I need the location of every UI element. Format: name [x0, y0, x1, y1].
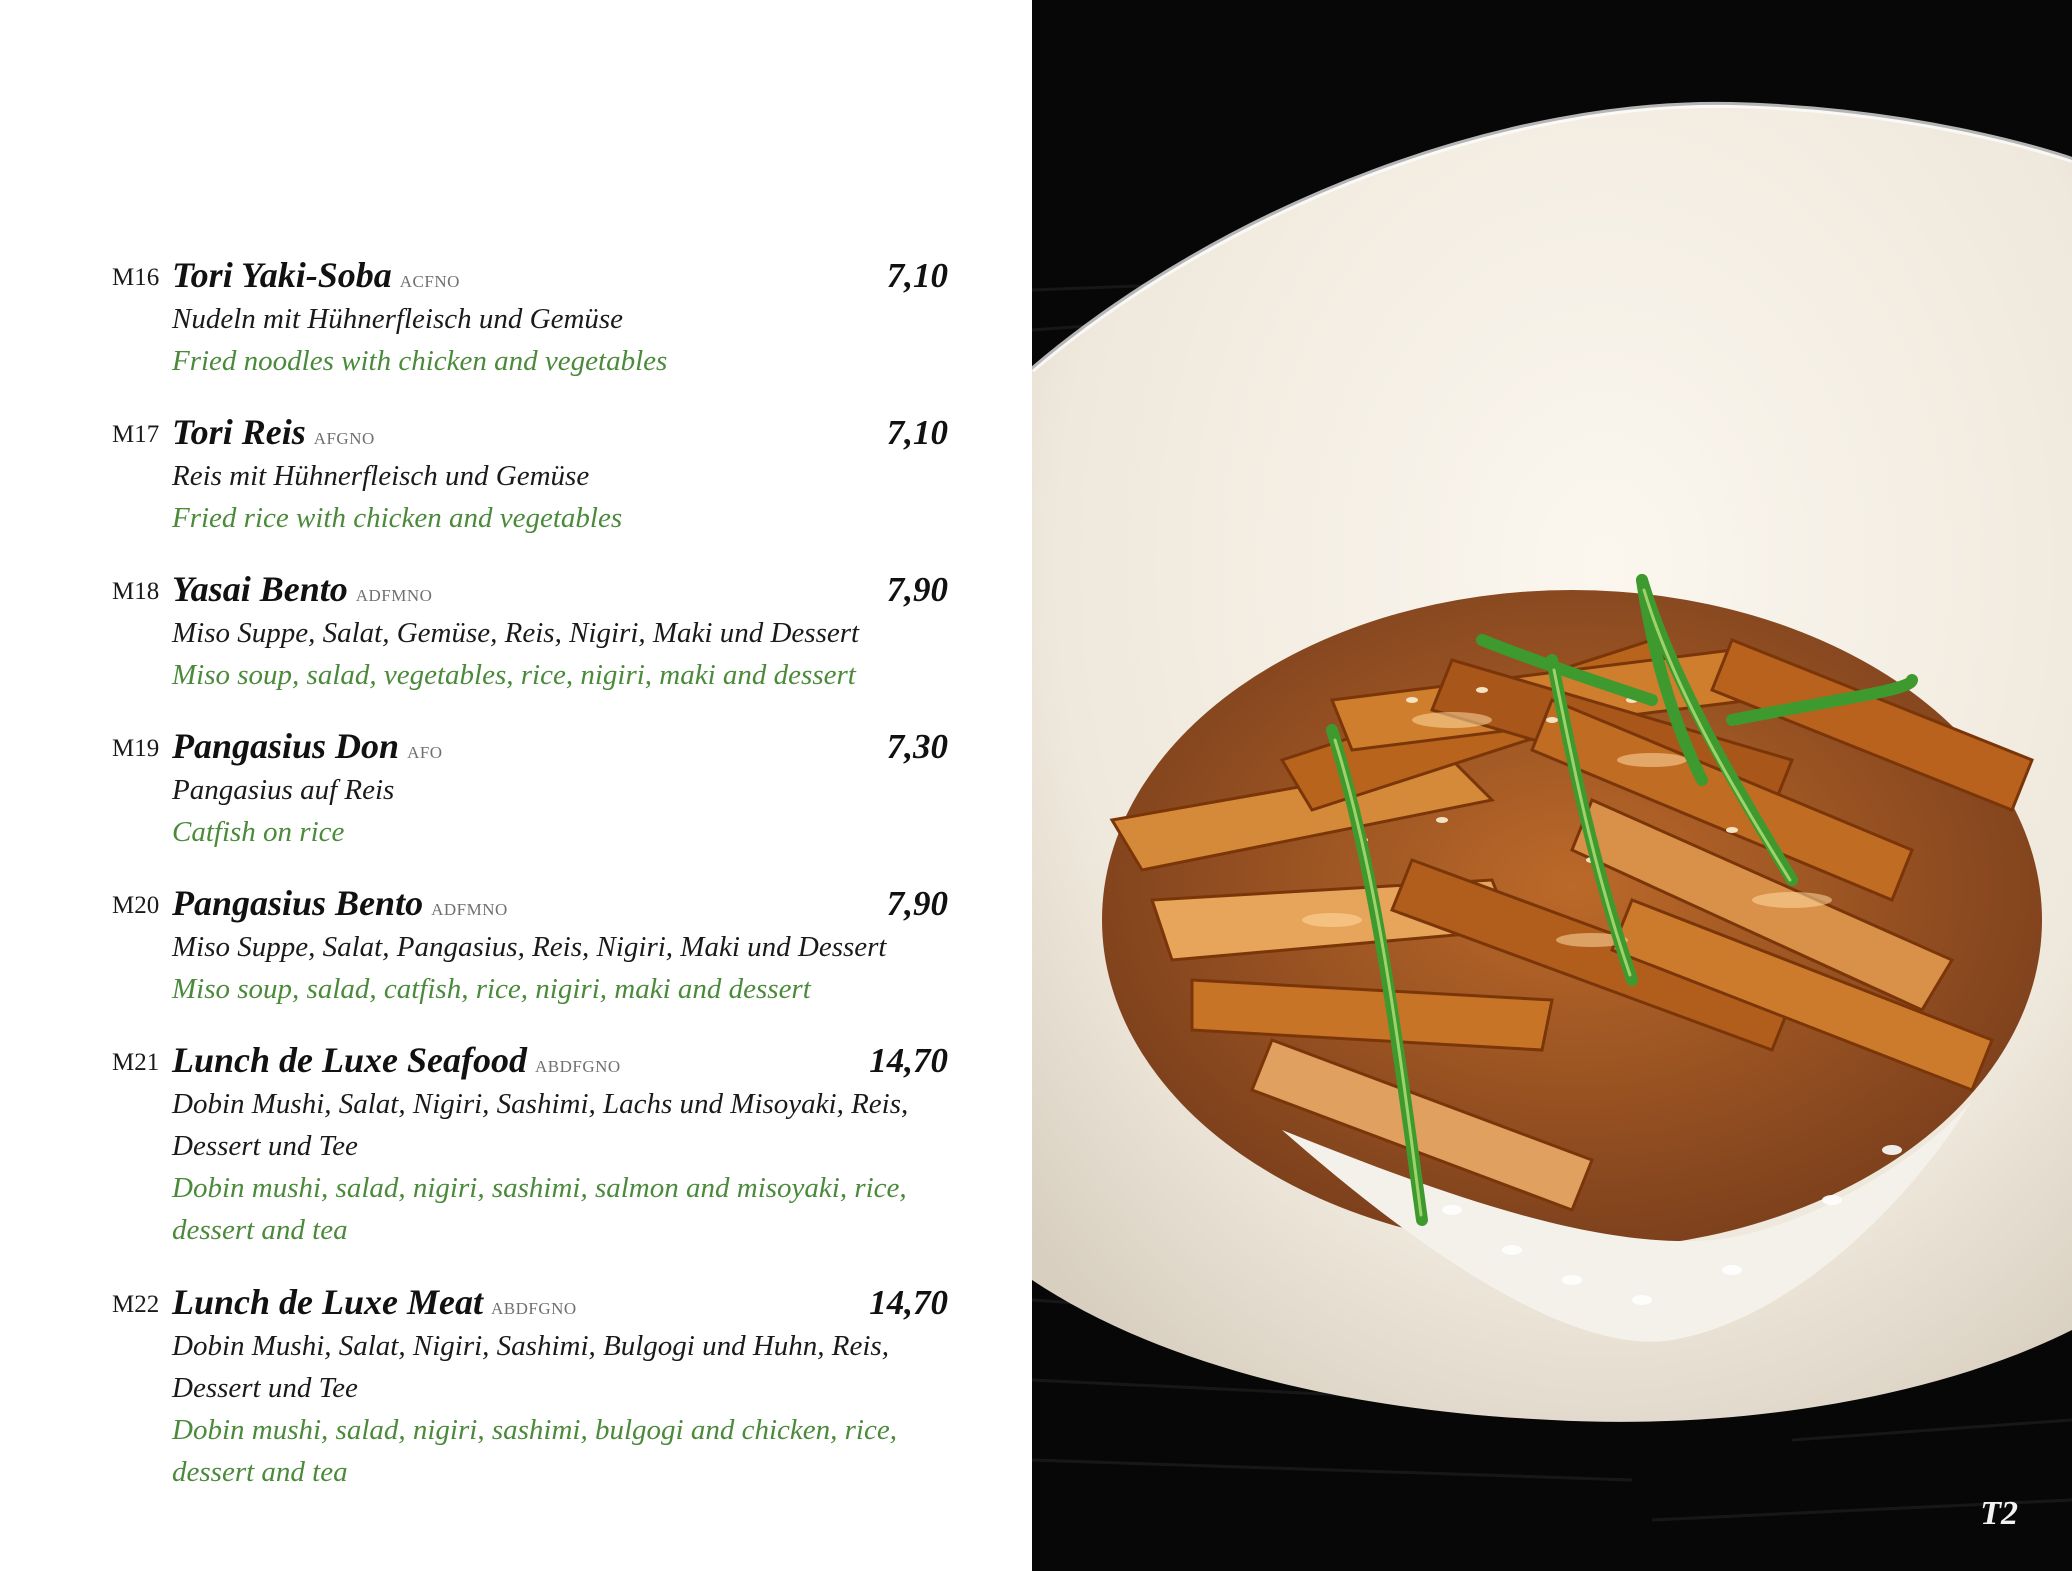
menu-item-header — [112, 1275, 948, 1325]
item-allergens: ABDFGNO — [491, 1299, 577, 1318]
item-name-text: Tori Yaki-Soba — [172, 255, 392, 295]
item-name-text: Tori Reis — [172, 412, 306, 452]
item-name-text: Lunch de Luxe Seafood — [172, 1040, 527, 1080]
item-code: M16 — [112, 264, 160, 291]
item-description-de: Dobin Mushi, Salat, Nigiri, Sashimi, Bulgogi und Huhn, Reis, — [172, 1330, 889, 1362]
item-allergens: AFGNO — [313, 429, 375, 448]
menu-item — [112, 1033, 948, 1251]
item-description-de: Reis mit Hühnerfleisch und Gemüse — [172, 460, 590, 492]
item-price: 7,90 — [886, 570, 948, 609]
menu-item — [112, 1275, 948, 1493]
item-allergens: ADFMNO — [431, 900, 508, 919]
menu-item — [112, 719, 948, 853]
item-price: 7,30 — [886, 727, 948, 766]
item-description-de: Dessert und Tee — [172, 1372, 358, 1404]
menu-item-header — [112, 1033, 948, 1083]
item-description-en: dessert and tea — [172, 1214, 348, 1246]
item-name — [172, 725, 443, 767]
item-name — [172, 568, 432, 610]
menu-item-header — [112, 405, 948, 455]
menu-item — [112, 405, 948, 539]
chicken-rice-bowl-illustration — [1032, 0, 2072, 1571]
item-allergens: ADFMNO — [355, 586, 433, 605]
menu-item — [112, 562, 948, 696]
item-description-de: Dessert und Tee — [172, 1130, 358, 1162]
item-allergens: ACFNO — [399, 272, 460, 291]
item-price: 7,10 — [886, 256, 948, 295]
item-description-en: Miso soup, salad, catfish, rice, nigiri, maki and dessert — [172, 973, 811, 1005]
item-description-de: Nudeln mit Hühnerfleisch und Gemüse — [172, 303, 624, 335]
item-name-text: Pangasius Don — [172, 726, 400, 766]
item-description-en: Dobin mushi, salad, nigiri, sashimi, salmon and misoyaki, rice, — [172, 1172, 907, 1204]
item-name — [172, 1039, 621, 1081]
item-description-en: Catfish on rice — [172, 816, 345, 848]
menu-item-header — [112, 248, 948, 298]
item-code: M19 — [112, 735, 160, 762]
item-name — [172, 882, 508, 924]
item-price: 7,10 — [886, 413, 948, 452]
menu-text-column — [0, 0, 1032, 1571]
item-name-text: Pangasius Bento — [172, 883, 424, 923]
item-price: 7,90 — [886, 884, 948, 923]
item-price: 14,70 — [869, 1041, 948, 1080]
item-price: 14,70 — [869, 1283, 948, 1322]
menu-item-header — [112, 719, 948, 769]
item-description-de: Miso Suppe, Salat, Gemüse, Reis, Nigiri, Maki und Dessert — [172, 617, 860, 649]
item-code: M22 — [112, 1291, 160, 1318]
menu-item — [112, 876, 948, 1010]
item-description-de: Pangasius auf Reis — [172, 774, 395, 806]
item-name-text: Yasai Bento — [172, 569, 348, 609]
menu-item — [112, 248, 948, 382]
menu-item-header — [112, 562, 948, 612]
item-description-en: Miso soup, salad, vegetables, rice, nigiri, maki and dessert — [172, 659, 856, 691]
item-allergens: ABDFGNO — [535, 1057, 621, 1076]
item-code: M21 — [112, 1049, 160, 1076]
item-code: M17 — [112, 421, 160, 448]
food-photo — [1032, 0, 2072, 1571]
item-description-de: Miso Suppe, Salat, Pangasius, Reis, Nigiri, Maki und Dessert — [172, 931, 887, 963]
item-code: M18 — [112, 578, 160, 605]
item-description-en: Fried rice with chicken and vegetables — [172, 502, 623, 534]
item-name — [172, 254, 460, 296]
item-allergens: AFO — [407, 743, 443, 762]
item-description-de: Dobin Mushi, Salat, Nigiri, Sashimi, Lachs und Misoyaki, Reis, — [172, 1088, 909, 1120]
page-number: T2 — [1980, 1495, 2018, 1532]
item-code: M20 — [112, 892, 160, 919]
item-description-en: Fried noodles with chicken and vegetables — [172, 345, 668, 377]
item-name-text: Lunch de Luxe Meat — [172, 1282, 483, 1322]
item-name — [172, 411, 375, 453]
item-name — [172, 1281, 577, 1323]
menu-item-header — [112, 876, 948, 926]
item-description-en: Dobin mushi, salad, nigiri, sashimi, bulgogi and chicken, rice, — [172, 1414, 897, 1446]
item-description-en: dessert and tea — [172, 1456, 348, 1488]
